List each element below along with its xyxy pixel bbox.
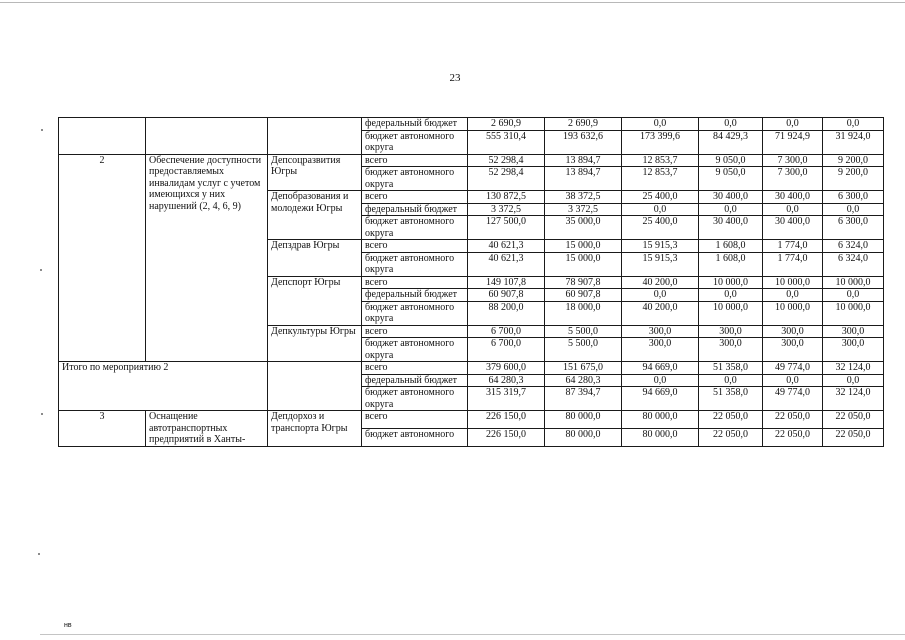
amount-cell: 60 907,8: [468, 289, 545, 302]
amount-cell: 300,0: [823, 338, 884, 362]
budget-table-body: [59, 118, 884, 447]
scan-dot: [41, 413, 43, 415]
amount-cell: 64 280,3: [468, 374, 545, 387]
amount-cell: 80 000,0: [545, 411, 622, 429]
amount-cell: 2 690,9: [545, 118, 622, 131]
amount-cell: 22 050,0: [699, 428, 763, 446]
footer-mark: нв: [64, 622, 72, 629]
amount-cell: 7 300,0: [763, 154, 823, 167]
amount-cell: 6 700,0: [468, 325, 545, 338]
amount-cell: 1 774,0: [763, 252, 823, 276]
item-number-cell: 2: [59, 154, 146, 362]
amount-cell: 0,0: [622, 118, 699, 131]
amount-cell: 300,0: [622, 338, 699, 362]
scan-edge-top: [0, 2, 905, 3]
amount-cell: 0,0: [622, 374, 699, 387]
amount-cell: 30 400,0: [699, 216, 763, 240]
amount-cell: 0,0: [823, 118, 884, 131]
amount-cell: 64 280,3: [545, 374, 622, 387]
amount-cell: 7 300,0: [763, 167, 823, 191]
table-row: [59, 118, 884, 131]
funding-source-cell: бюджет автономного округа: [362, 252, 468, 276]
page-number: 23: [449, 72, 461, 84]
scan-edge-bottom: [40, 634, 905, 635]
amount-cell: 226 150,0: [468, 428, 545, 446]
amount-cell: 12 853,7: [622, 167, 699, 191]
amount-cell: 193 632,6: [545, 130, 622, 154]
amount-cell: 94 669,0: [622, 387, 699, 411]
funding-source-cell: бюджет автономного округа: [362, 167, 468, 191]
amount-cell: 10 000,0: [823, 276, 884, 289]
executor-cell: [268, 362, 362, 411]
executor-cell: Депздрав Югры: [268, 240, 362, 277]
amount-cell: 84 429,3: [699, 130, 763, 154]
amount-cell: 0,0: [823, 374, 884, 387]
amount-cell: 0,0: [763, 118, 823, 131]
executor-cell: Депспорт Югры: [268, 276, 362, 325]
amount-cell: 15 915,3: [622, 252, 699, 276]
activity-name-cell: [146, 118, 268, 155]
amount-cell: 9 050,0: [699, 167, 763, 191]
amount-cell: 173 399,6: [622, 130, 699, 154]
amount-cell: 38 372,5: [545, 191, 622, 204]
amount-cell: 40 621,3: [468, 240, 545, 253]
amount-cell: 300,0: [699, 325, 763, 338]
amount-cell: 6 700,0: [468, 338, 545, 362]
item-number-cell: 3: [59, 411, 146, 447]
scan-dot: [40, 269, 42, 271]
amount-cell: 71 924,9: [763, 130, 823, 154]
amount-cell: 127 500,0: [468, 216, 545, 240]
amount-cell: 3 372,5: [545, 203, 622, 216]
amount-cell: 30 400,0: [763, 191, 823, 204]
amount-cell: 379 600,0: [468, 362, 545, 375]
amount-cell: 15 915,3: [622, 240, 699, 253]
amount-cell: 18 000,0: [545, 301, 622, 325]
funding-source-cell: бюджет автономного округа: [362, 301, 468, 325]
amount-cell: 30 400,0: [763, 216, 823, 240]
amount-cell: 1 774,0: [763, 240, 823, 253]
table-row: [59, 154, 884, 167]
amount-cell: 0,0: [763, 374, 823, 387]
amount-cell: 6 324,0: [823, 252, 884, 276]
amount-cell: 15 000,0: [545, 240, 622, 253]
amount-cell: 6 300,0: [823, 216, 884, 240]
amount-cell: 5 500,0: [545, 325, 622, 338]
amount-cell: 52 298,4: [468, 154, 545, 167]
amount-cell: 88 200,0: [468, 301, 545, 325]
amount-cell: 94 669,0: [622, 362, 699, 375]
funding-source-cell: бюджет автономного округа: [362, 387, 468, 411]
amount-cell: 10 000,0: [823, 301, 884, 325]
amount-cell: 78 907,8: [545, 276, 622, 289]
amount-cell: 0,0: [699, 118, 763, 131]
amount-cell: 22 050,0: [823, 411, 884, 429]
amount-cell: 0,0: [699, 374, 763, 387]
amount-cell: 226 150,0: [468, 411, 545, 429]
amount-cell: 10 000,0: [699, 276, 763, 289]
funding-source-cell: бюджет автономного округа: [362, 216, 468, 240]
amount-cell: 315 319,7: [468, 387, 545, 411]
amount-cell: 130 872,5: [468, 191, 545, 204]
amount-cell: 10 000,0: [763, 301, 823, 325]
amount-cell: 32 124,0: [823, 387, 884, 411]
funding-source-cell: федеральный бюджет: [362, 203, 468, 216]
amount-cell: 51 358,0: [699, 362, 763, 375]
amount-cell: 80 000,0: [622, 411, 699, 429]
amount-cell: 0,0: [763, 289, 823, 302]
funding-source-cell: бюджет автономного округа: [362, 338, 468, 362]
executor-cell: Депобразования и молодежи Югры: [268, 191, 362, 240]
amount-cell: 149 107,8: [468, 276, 545, 289]
scan-dot: [41, 129, 43, 131]
amount-cell: 52 298,4: [468, 167, 545, 191]
amount-cell: 22 050,0: [763, 428, 823, 446]
amount-cell: 0,0: [622, 203, 699, 216]
funding-source-cell: федеральный бюджет: [362, 118, 468, 131]
amount-cell: 10 000,0: [699, 301, 763, 325]
funding-source-cell: бюджет автономного округа: [362, 130, 468, 154]
amount-cell: 9 200,0: [823, 154, 884, 167]
amount-cell: 80 000,0: [622, 428, 699, 446]
amount-cell: 2 690,9: [468, 118, 545, 131]
funding-source-cell: бюджет автономного: [362, 428, 468, 446]
scan-dot: [38, 553, 40, 555]
funding-source-cell: всего: [362, 240, 468, 253]
amount-cell: 13 894,7: [545, 154, 622, 167]
amount-cell: 25 400,0: [622, 191, 699, 204]
amount-cell: 0,0: [763, 203, 823, 216]
amount-cell: 300,0: [622, 325, 699, 338]
budget-table: [58, 117, 884, 447]
amount-cell: 32 124,0: [823, 362, 884, 375]
amount-cell: 0,0: [699, 289, 763, 302]
item-number-cell: [59, 118, 146, 155]
amount-cell: 51 358,0: [699, 387, 763, 411]
amount-cell: 1 608,0: [699, 240, 763, 253]
amount-cell: 22 050,0: [699, 411, 763, 429]
amount-cell: 300,0: [763, 338, 823, 362]
amount-cell: 87 394,7: [545, 387, 622, 411]
amount-cell: 0,0: [699, 203, 763, 216]
amount-cell: 300,0: [699, 338, 763, 362]
amount-cell: 300,0: [763, 325, 823, 338]
amount-cell: 60 907,8: [545, 289, 622, 302]
amount-cell: 12 853,7: [622, 154, 699, 167]
executor-cell: Депкультуры Югры: [268, 325, 362, 362]
amount-cell: 25 400,0: [622, 216, 699, 240]
amount-cell: 31 924,0: [823, 130, 884, 154]
executor-cell: Депсоцразвития Югры: [268, 154, 362, 191]
amount-cell: 9 200,0: [823, 167, 884, 191]
amount-cell: 5 500,0: [545, 338, 622, 362]
amount-cell: 0,0: [823, 203, 884, 216]
executor-cell: Депдорхоз и транспорта Югры: [268, 411, 362, 447]
executor-cell: [268, 118, 362, 155]
amount-cell: 6 300,0: [823, 191, 884, 204]
amount-cell: 6 324,0: [823, 240, 884, 253]
total-label-cell: Итого по мероприятию 2: [59, 362, 268, 411]
amount-cell: 40 200,0: [622, 276, 699, 289]
amount-cell: 30 400,0: [699, 191, 763, 204]
amount-cell: 35 000,0: [545, 216, 622, 240]
amount-cell: 0,0: [622, 289, 699, 302]
funding-source-cell: федеральный бюджет: [362, 289, 468, 302]
table-row: [59, 411, 884, 429]
amount-cell: 15 000,0: [545, 252, 622, 276]
amount-cell: 555 310,4: [468, 130, 545, 154]
amount-cell: 0,0: [823, 289, 884, 302]
amount-cell: 3 372,5: [468, 203, 545, 216]
activity-name-cell: Оснащение автотранспортных предприятий в Ханты-: [146, 411, 268, 447]
amount-cell: 80 000,0: [545, 428, 622, 446]
amount-cell: 1 608,0: [699, 252, 763, 276]
amount-cell: 22 050,0: [823, 428, 884, 446]
funding-source-cell: всего: [362, 325, 468, 338]
amount-cell: 151 675,0: [545, 362, 622, 375]
amount-cell: 9 050,0: [699, 154, 763, 167]
activity-name-cell: Обеспечение доступности предоставляемых инвалидам услуг с учетом имеющихся у них нарушений (2, 4, 6, 9): [146, 154, 268, 362]
funding-source-cell: всего: [362, 191, 468, 204]
amount-cell: 40 621,3: [468, 252, 545, 276]
amount-cell: 49 774,0: [763, 387, 823, 411]
amount-cell: 13 894,7: [545, 167, 622, 191]
funding-source-cell: федеральный бюджет: [362, 374, 468, 387]
amount-cell: 10 000,0: [763, 276, 823, 289]
table-row: [59, 362, 884, 375]
funding-source-cell: всего: [362, 362, 468, 375]
amount-cell: 300,0: [823, 325, 884, 338]
funding-source-cell: всего: [362, 411, 468, 429]
amount-cell: 49 774,0: [763, 362, 823, 375]
funding-source-cell: всего: [362, 276, 468, 289]
funding-source-cell: всего: [362, 154, 468, 167]
amount-cell: 22 050,0: [763, 411, 823, 429]
amount-cell: 40 200,0: [622, 301, 699, 325]
